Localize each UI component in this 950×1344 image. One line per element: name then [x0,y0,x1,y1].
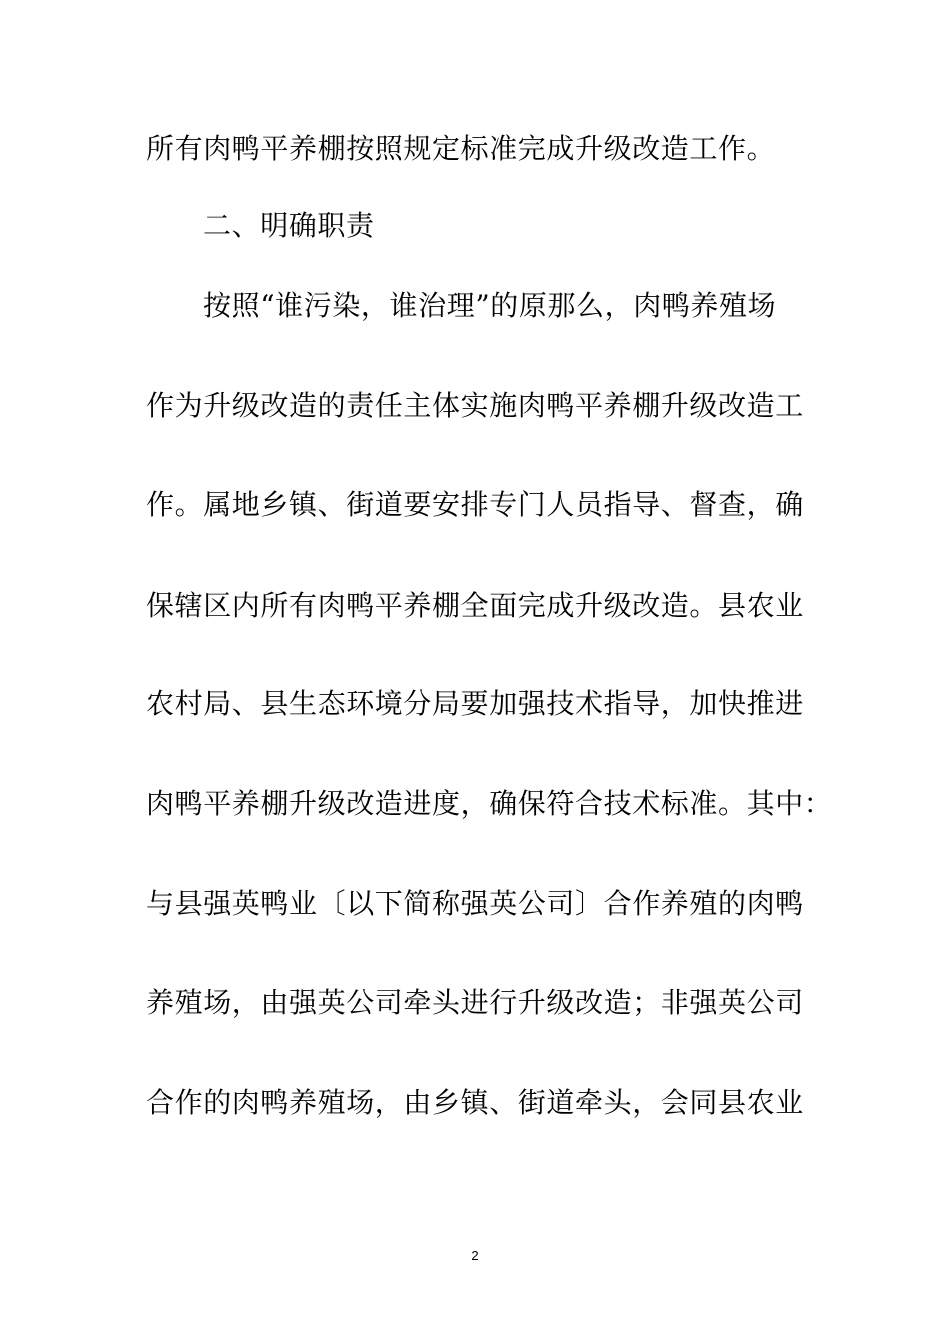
paragraph-line-8: 与县强英鸭业〔以下简称强英公司〕合作养殖的肉鸭 [146,887,804,920]
paragraph-line-10: 合作的肉鸭养殖场，由乡镇、街道牵头，会同县农业 [146,1086,804,1119]
paragraph-line-6: 农村局、县生态环境分局要加强技术指导，加快推进 [146,687,804,720]
paragraph-line-1: 所有肉鸭平养棚按照规定标准完成升级改造工作。 [146,132,776,165]
paragraph-line-7: 肉鸭平养棚升级改造进度，确保符合技术标准。其中： [146,787,833,820]
page-number: 2 [471,1248,479,1263]
paragraph-line-3: 作为升级改造的责任主体实施肉鸭平养棚升级改造工 [146,389,804,422]
paragraph-line-2: 按照“谁污染，谁治理”的原那么，肉鸭养殖场 [203,289,777,322]
paragraph-line-5: 保辖区内所有肉鸭平养棚全面完成升级改造。县农业 [146,589,804,622]
paragraph-line-9: 养殖场，由强英公司牵头进行升级改造；非强英公司 [146,986,804,1019]
paragraph-line-4: 作。属地乡镇、街道要安排专门人员指导、督查，确 [146,488,804,521]
section-heading: 二、明确职责 [203,209,375,242]
